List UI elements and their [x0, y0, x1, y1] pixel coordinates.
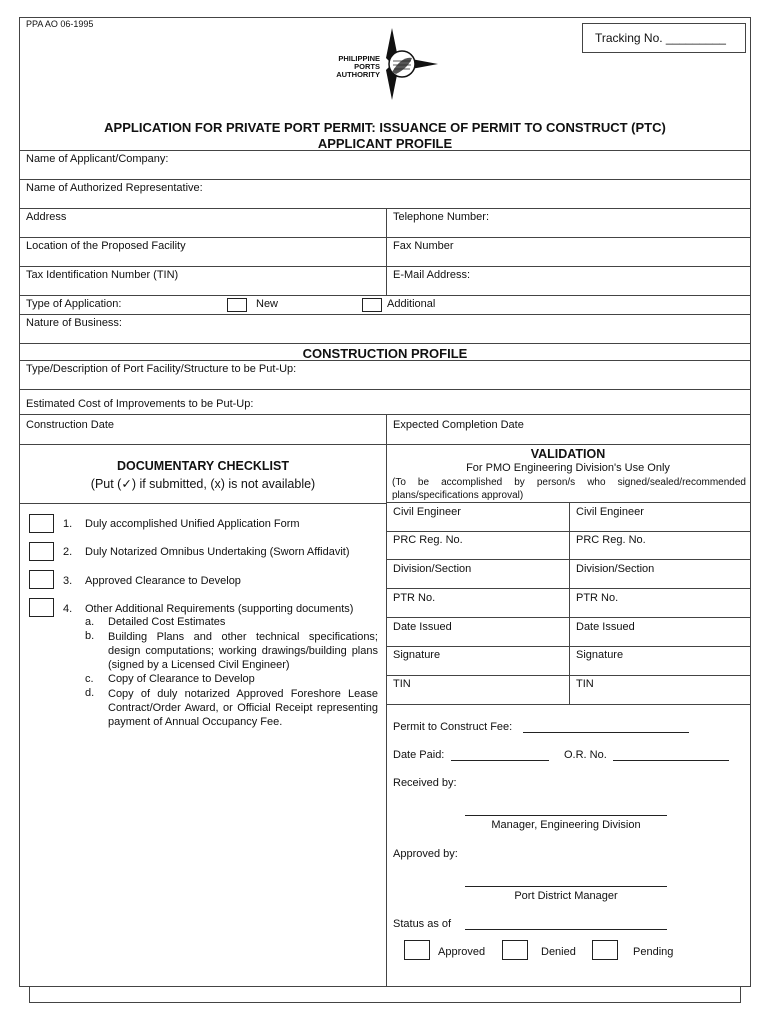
status-date-line[interactable]	[465, 929, 667, 930]
ptc-fee-label: Permit to Construct Fee:	[393, 721, 513, 733]
district-manager-title: Port District Manager	[514, 890, 618, 902]
status-pending-label: Pending	[633, 946, 674, 958]
checklist-heading: DOCUMENTARY CHECKLIST	[117, 459, 289, 473]
telephone-label: Telephone Number:	[393, 211, 490, 223]
date-paid-label: Date Paid:	[393, 749, 445, 761]
status-denied-label: Denied	[541, 946, 576, 958]
logo-text-line1: PHILIPPINE	[338, 54, 380, 63]
received-by-label: Received by:	[393, 777, 457, 789]
engineer2-ptr-label: PTR No.	[576, 592, 619, 604]
validation-note: (To be accomplished by person/s who signed/sealed/recommended plans/specifications approval)	[392, 477, 746, 501]
subitem-b-letter: b.	[85, 630, 95, 642]
checklist-item-3-number: 3.	[63, 575, 73, 587]
status-denied-checkbox[interactable]	[502, 940, 528, 960]
location-label: Location of the Proposed Facility	[26, 240, 186, 252]
subitem-d-letter: d.	[85, 687, 95, 699]
subitem-d-text: Copy of duly notarized Approved Foreshore Lease Contract/Order Award, or Official Receipt representing payment of Annual Occupancy Fee.	[108, 688, 378, 728]
construction-date-label: Construction Date	[26, 419, 115, 431]
fax-label: Fax Number	[393, 240, 454, 252]
engineer2-tin-label: TIN	[576, 678, 594, 690]
completion-date-label: Expected Completion Date	[393, 419, 524, 431]
subitem-b-text: Building Plans and other technical specifications; design computations; working drawings/building plans (signed by a Licensed Civil Engineer)	[108, 631, 378, 671]
ppa-logo	[316, 28, 446, 100]
status-as-of-label: Status as of	[393, 918, 452, 930]
district-manager-signature-line[interactable]	[465, 886, 667, 887]
engineer1-civil-engineer-label: Civil Engineer	[393, 506, 461, 518]
status-approved-label: Approved	[438, 946, 486, 958]
engineer1-date-issued-label: Date Issued	[393, 621, 452, 633]
checklist-item-1-checkbox[interactable]	[29, 514, 54, 533]
checklist-item-2-checkbox[interactable]	[29, 542, 54, 561]
engineer1-prc-label: PRC Reg. No.	[393, 534, 463, 546]
tracking-number-label: Tracking No. _________	[595, 31, 726, 45]
tin-label: Tax Identification Number (TIN)	[26, 269, 179, 281]
checklist-item-4-number: 4.	[63, 603, 73, 615]
checklist-item-4-checkbox[interactable]	[29, 598, 54, 617]
compass-emblem-icon	[378, 28, 446, 100]
status-pending-checkbox[interactable]	[592, 940, 618, 960]
new-option-label: New	[256, 298, 279, 310]
checklist-item-3-checkbox[interactable]	[29, 570, 54, 589]
form-page	[19, 17, 751, 987]
status-approved-checkbox[interactable]	[404, 940, 430, 960]
approved-by-label: Approved by:	[393, 848, 458, 860]
applicant-profile-heading: APPLICANT PROFILE	[317, 136, 453, 151]
engineer1-signature-label: Signature	[393, 649, 441, 661]
checklist-item-2-number: 2.	[63, 546, 73, 558]
or-number-line[interactable]	[613, 760, 729, 761]
engineer2-prc-label: PRC Reg. No.	[576, 534, 646, 546]
checklist-item-4-text: Other Additional Requirements (supporting documents)	[85, 603, 354, 615]
checklist-item-1-text: Duly accomplished Unified Application Form	[85, 518, 300, 530]
checklist-instruction: (Put (✓) if submitted, (x) is not available)	[90, 477, 316, 491]
estimated-cost-label: Estimated Cost of Improvements to be Put-Up:	[26, 398, 254, 410]
new-application-checkbox[interactable]	[227, 298, 247, 312]
engineer1-tin-label: TIN	[393, 678, 411, 690]
subitem-a-text: Detailed Cost Estimates	[108, 616, 226, 628]
email-label: E-Mail Address:	[393, 269, 471, 281]
representative-label: Name of Authorized Representative:	[26, 182, 203, 194]
engineer1-division-label: Division/Section	[393, 563, 472, 575]
tracking-number-box	[582, 23, 746, 53]
form-title: APPLICATION FOR PRIVATE PORT PERMIT: ISSUANCE OF PERMIT TO CONSTRUCT (PTC)	[104, 120, 666, 135]
applicant-name-label: Name of Applicant/Company:	[26, 153, 169, 165]
engineer2-division-label: Division/Section	[576, 563, 655, 575]
manager-signature-line[interactable]	[465, 815, 667, 816]
address-label: Address	[26, 211, 67, 223]
checklist-item-3-text: Approved Clearance to Develop	[85, 575, 241, 587]
engineer2-civil-engineer-label: Civil Engineer	[576, 506, 644, 518]
or-number-label: O.R. No.	[564, 749, 607, 761]
additional-option-label: Additional	[387, 298, 436, 310]
manager-title: Manager, Engineering Division	[491, 819, 641, 831]
engineer1-ptr-label: PTR No.	[393, 592, 436, 604]
logo-text-line2: PORTS	[354, 62, 380, 71]
checklist-item-2-text: Duly Notarized Omnibus Undertaking (Sworn Affidavit)	[85, 546, 350, 558]
validation-subheading: For PMO Engineering Division's Use Only	[466, 462, 670, 474]
application-type-label: Type of Application:	[26, 298, 122, 310]
engineer2-date-issued-label: Date Issued	[576, 621, 635, 633]
engineer2-signature-label: Signature	[576, 649, 624, 661]
subitem-c-letter: c.	[85, 673, 94, 685]
validation-heading: VALIDATION	[530, 447, 606, 461]
subitem-c-text: Copy of Clearance to Develop	[108, 673, 255, 685]
date-paid-line[interactable]	[451, 760, 549, 761]
form-code: PPA AO 06-1995	[26, 19, 94, 29]
additional-application-checkbox[interactable]	[362, 298, 382, 312]
facility-type-label: Type/Description of Port Facility/Structure to be Put-Up:	[26, 363, 297, 375]
subitem-a-letter: a.	[85, 616, 95, 628]
checklist-item-1-number: 1.	[63, 518, 73, 530]
construction-profile-heading: CONSTRUCTION PROFILE	[302, 346, 468, 361]
logo-text-line3: AUTHORITY	[336, 70, 380, 79]
ptc-fee-line[interactable]	[523, 732, 689, 733]
footer-box	[29, 987, 741, 1003]
nature-of-business-label: Nature of Business:	[26, 317, 122, 329]
